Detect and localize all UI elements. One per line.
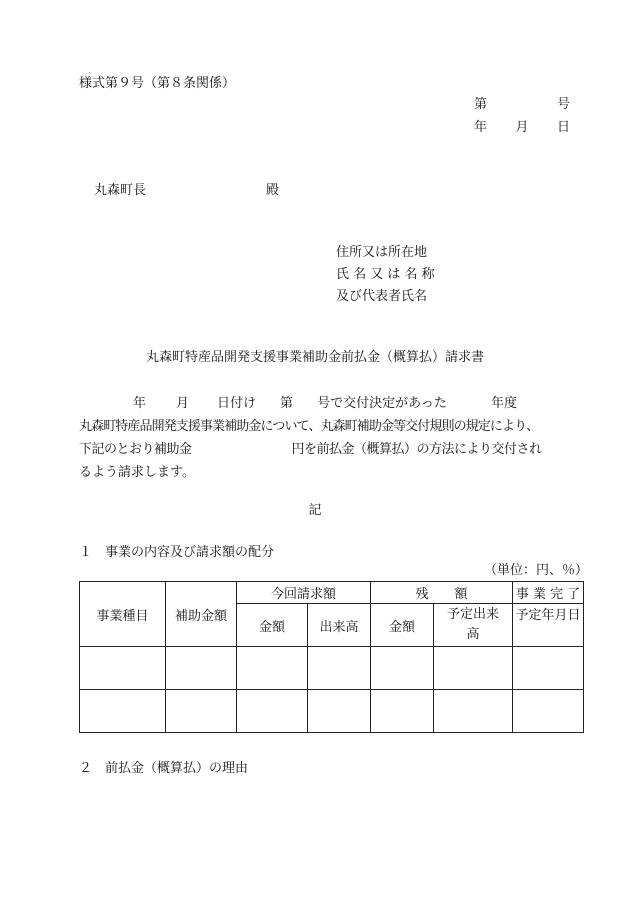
section-1-title: １ 事業の内容及び請求額の配分	[79, 545, 275, 560]
header-amount: 金額	[237, 604, 308, 647]
table-cell[interactable]	[434, 647, 513, 690]
table-cell[interactable]	[237, 647, 308, 690]
honorific: 殿	[266, 183, 280, 198]
table-row	[80, 690, 584, 733]
document-number	[474, 97, 570, 113]
table-cell[interactable]	[513, 647, 584, 690]
request-body	[79, 392, 589, 484]
applicant-address-label: 住所又は所在地	[336, 245, 428, 260]
document-date	[474, 120, 570, 136]
applicant-representative-label: 及び代表者氏名	[336, 289, 428, 304]
section-2-title: ２ 前払金（概算払）の理由	[79, 761, 249, 776]
body-day: 日付け	[217, 396, 257, 411]
applicant-name-label: 氏 名 又 は 名 称	[336, 267, 435, 282]
table-cell[interactable]	[80, 647, 166, 690]
table-cell[interactable]	[513, 690, 584, 733]
body-line-2: 丸森町特産品開発支援事業補助金について、丸森町補助金等交付規則の規定により、	[79, 419, 539, 434]
table-cell[interactable]	[237, 690, 308, 733]
body-line-4: るよう請求します。	[79, 465, 195, 480]
table-cell[interactable]	[166, 647, 237, 690]
table-cell[interactable]	[80, 690, 166, 733]
body-go: 号で交付決定があった	[317, 396, 447, 411]
number-suffix: 号	[556, 97, 570, 112]
body-line-1	[79, 392, 589, 415]
table-cell[interactable]	[371, 690, 434, 733]
document-title: 丸森町特産品開発支援事業補助金前払金（概算払）請求書	[145, 350, 484, 365]
body-year: 年	[133, 396, 147, 411]
table-cell[interactable]	[166, 690, 237, 733]
applicant-block	[336, 245, 435, 311]
table-cell[interactable]	[434, 690, 513, 733]
body-line-3: 下記のとおり補助金 円を前払金（概算払）の方法により交付され	[79, 442, 542, 457]
body-month: 月	[176, 396, 190, 411]
table-row	[80, 647, 584, 690]
header-completion: 事 業 完 了	[513, 582, 584, 604]
header-business-type: 事業種目	[80, 582, 166, 647]
header-remaining: 残 額	[371, 582, 513, 604]
number-prefix: 第	[474, 97, 488, 112]
header-planned-progress: 予定出来高	[434, 604, 513, 647]
addressee: 丸森町長	[94, 183, 147, 198]
header-remaining-amount: 金額	[371, 604, 434, 647]
table-cell[interactable]	[308, 690, 371, 733]
header-current-request: 今回請求額	[237, 582, 371, 604]
date-day: 日	[556, 120, 570, 135]
header-subsidy-amount: 補助金額	[166, 582, 237, 647]
unit-label: （単位：円、％）	[484, 563, 589, 578]
allocation-table	[79, 581, 584, 733]
body-dai: 第	[280, 396, 294, 411]
table-cell[interactable]	[308, 647, 371, 690]
ki-heading: 記	[308, 503, 322, 518]
header-progress: 出来高	[308, 604, 371, 647]
date-month: 月	[515, 120, 529, 135]
body-nendo: 年度	[490, 396, 517, 411]
form-id: 様式第９号（第８条関係）	[79, 76, 236, 91]
table-cell[interactable]	[371, 647, 434, 690]
date-year: 年	[474, 120, 488, 135]
header-completion-date: 予定年月日	[513, 604, 584, 647]
